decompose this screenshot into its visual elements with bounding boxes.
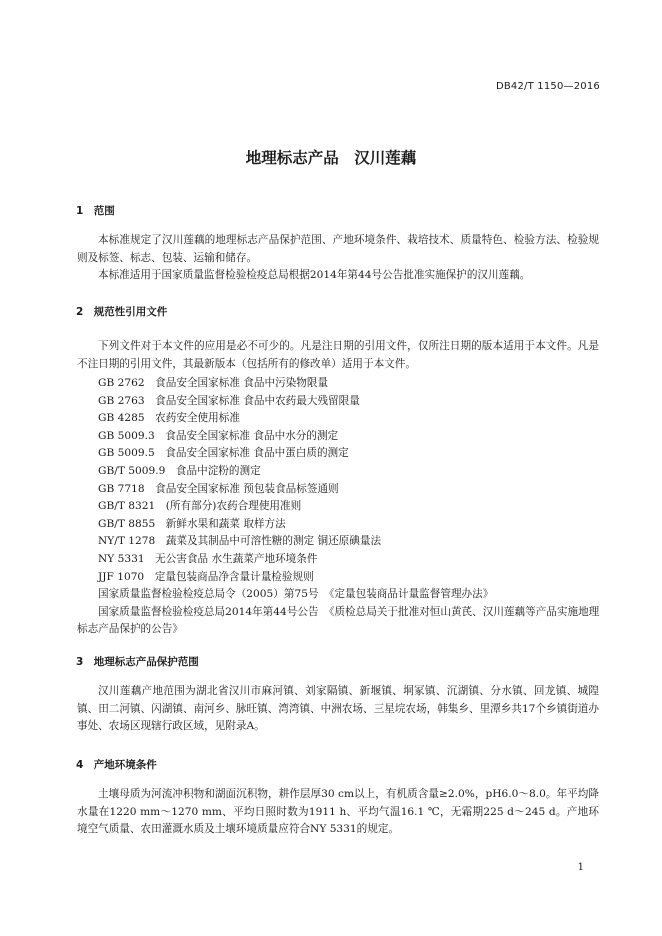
reference-item: GB/T 5009.9 食品中淀粉的测定: [98, 464, 261, 477]
reference-item: NY/T 1278 蔬菜及其制品中可溶性糖的测定 铜还原碘量法: [98, 535, 382, 548]
reference-list: [77, 375, 601, 639]
section-heading-environment: 4 产地环境条件: [76, 759, 157, 771]
reference-item: 国家质量监督检验检疫总局令（2005）第75号 《定量包装商品计量监督管理办法》: [98, 588, 494, 601]
reference-item: JJF 1070 定量包装商品净含量计量检验规则: [98, 570, 314, 583]
reference-item: 国家质量监督检验检疫总局2014年第44号公告 《质检总局关于批准对恒山黄芪、汉川莲藕等产品实施地理标志产品保护的公告》: [77, 605, 600, 636]
section-heading-protection-area: 3 地理标志产品保护范围: [76, 656, 199, 668]
references-intro-paragraph: 下列文件对于本文件的应用是必不可少的。凡是注日期的引用文件，仅所注日期的版本适用于本文件。凡是不注日期的引用文件，其最新版本（包括所有的修改单）适用于本文件。: [77, 340, 599, 370]
reference-item: GB 2763 食品安全国家标准 食品中农药最大残留限量: [98, 394, 360, 407]
reference-item: GB 4285 农药安全使用标准: [98, 412, 240, 425]
scope-paragraph-1: 本标准规定了汉川莲藕的地理标志产品保护范围、产地环境条件、栽培技术、质量特色、检验方法、检验规则及标签、标志、包装、运输和储存。: [77, 234, 599, 264]
section-heading-normative-references: 2 规范性引用文件: [76, 306, 168, 318]
standard-code: DB42/T 1150—2016: [495, 81, 600, 92]
environment-paragraph: 土壤母质为河流冲积物和湖面沉积物，耕作层厚30 cm以上，有机质含量≥2.0%，pH6.0～8.0。年平均降水量在1220 mm～1270 mm、平均日照时数为1911 h、平均气温16.1 ℃，无霜期225 d～245 d。产地环境空气质量、农田灌溉水质及土壤环境质量应符合NY 5331的规定。: [77, 788, 599, 835]
reference-item: GB 5009.5 食品安全国家标准 食品中蛋白质的测定: [98, 447, 349, 460]
page-number: 1: [577, 862, 584, 873]
reference-item: NY 5331 无公害食品 水生蔬菜产地环境条件: [98, 552, 318, 565]
reference-item: GB 7718 食品安全国家标准 预包装食品标签通则: [98, 482, 339, 495]
reference-item: GB/T 8855 新鲜水果和蔬菜 取样方法: [98, 517, 286, 530]
reference-item: GB 5009.3 食品安全国家标准 食品中水分的测定: [98, 429, 339, 442]
scope-paragraph-2: 本标准适用于国家质量监督检验检疫总局根据2014年第44号公告批准实施保护的汉川莲藕。: [98, 269, 531, 281]
document-title: 地理标志产品 汉川莲藕: [245, 149, 417, 167]
reference-item: GB/T 8321 (所有部分)农药合理使用准则: [98, 500, 302, 513]
protection-area-paragraph: 汉川莲藕产地范围为湖北省汉川市麻河镇、刘家隔镇、新堰镇、垌冢镇、沉湖镇、分水镇、回龙镇、城隍镇、田二河镇、闪湖镇、南河乡、脉旺镇、湾湾镇、中洲农场、三星垸农场，韩集乡、里潭乡共17个乡镇街道办事处、农场区现辖行政区域，见附录A。: [77, 685, 599, 732]
reference-item: GB 2762 食品安全国家标准 食品中污染物限量: [98, 377, 329, 389]
section-heading-scope: 1 范围: [76, 205, 115, 217]
